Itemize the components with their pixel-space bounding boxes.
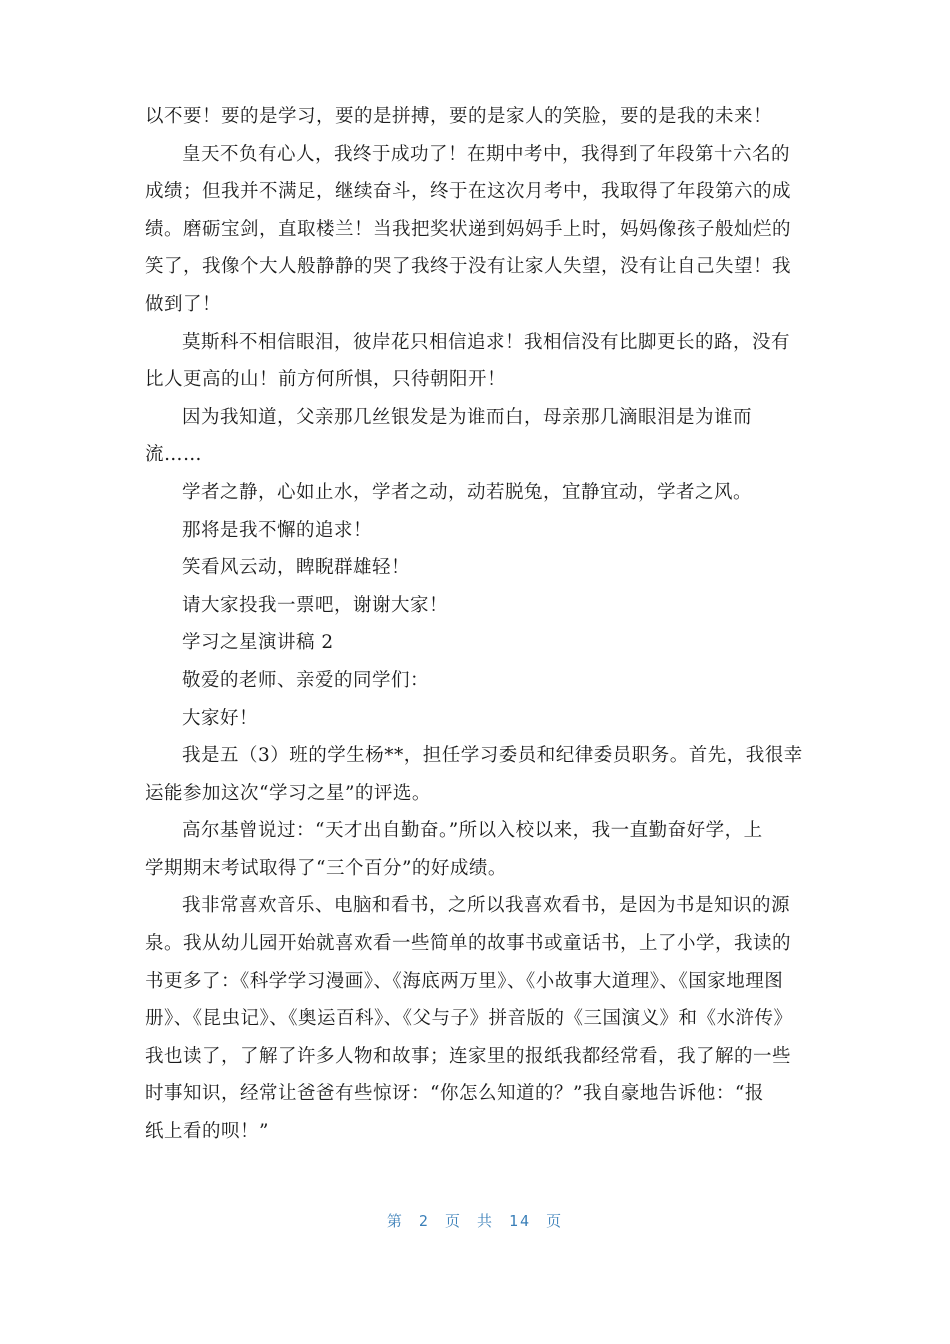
text-line: 比人更高的山！前方何所惧，只待朝阳开！ bbox=[145, 369, 507, 391]
text-line: 册》、《昆虫记》、《奥运百科》、《父与子》拼音版的《三国演义》和《水浒传》 bbox=[145, 1008, 793, 1030]
text-line: 以不要！要的是学习，要的是拼搏，要的是家人的笑脸，要的是我的未来！ bbox=[145, 106, 773, 127]
text-line: 笑了，我像个大人般静静的哭了我终于没有让家人失望，没有让自己失望！我 bbox=[145, 256, 792, 278]
text-line: 学期期末考试取得了“三个百分”的好成绩。 bbox=[145, 857, 507, 879]
text-line: 皇天不负有心人，我终于成功了！在期中考中，我得到了年段第十六名的 bbox=[182, 143, 791, 165]
document-body bbox=[145, 98, 805, 1151]
text-line: 泉。我从幼儿园开始就喜欢看一些简单的故事书或童话书，上了小学，我读的 bbox=[145, 933, 792, 955]
text-line: 那将是我不懈的追求！ bbox=[182, 519, 373, 541]
text-line: 莫斯科不相信眼泪，彼岸花只相信追求！我相信没有比脚更长的路，没有 bbox=[182, 331, 791, 353]
text-line: 书更多了：《科学学习漫画》、《海底两万里》、《小故事大道理》、《国家地理图 bbox=[145, 970, 784, 992]
text-line: 纸上看的呗！” bbox=[145, 1121, 269, 1143]
text-line: 运能参加这次“学习之星”的评选。 bbox=[145, 782, 431, 804]
text-line: 敬爱的老师、亲爱的同学们： bbox=[182, 669, 430, 691]
text-line: 学者之静，心如止水，学者之动，动若脱兔，宜静宜动，学者之风。 bbox=[182, 481, 753, 503]
text-line: 时事知识，经常让爸爸有些惊讶：“你怎么知道的？”我自豪地告诉他：“报 bbox=[145, 1083, 764, 1105]
text-line: 笑看风云动，睥睨群雄轻！ bbox=[182, 557, 411, 579]
text-line: 做到了！ bbox=[145, 293, 222, 315]
text-line: 高尔基曾说过：“天才出自勤奋。”所以入校以来，我一直勤奋好学，上 bbox=[182, 820, 763, 842]
text-line: 成绩；但我并不满足，继续奋斗，终于在这次月考中，我取得了年段第六的成 bbox=[145, 181, 792, 203]
text-line: 绩。磨砺宝剑，直取楼兰！当我把奖状递到妈妈手上时，妈妈像孩子般灿烂的 bbox=[145, 218, 792, 240]
text-line: 我是五（3）班的学生杨**，担任学习委员和纪律委员职务。首先，我很幸 bbox=[182, 745, 803, 767]
page-footer: 第 2 页 共 14 页 bbox=[386, 1212, 564, 1230]
text-line: 大家好！ bbox=[182, 707, 259, 729]
text-line: 流…… bbox=[145, 444, 203, 466]
text-line: 因为我知道，父亲那几丝银发是为谁而白，母亲那几滴眼泪是为谁而 bbox=[182, 406, 753, 428]
text-line: 我也读了，了解了许多人物和故事；连家里的报纸我都经常看，我了解的一些 bbox=[145, 1045, 792, 1067]
text-line: 请大家投我一票吧，谢谢大家！ bbox=[182, 594, 449, 616]
text-line: 我非常喜欢音乐、电脑和看书，之所以我喜欢看书，是因为书是知识的源 bbox=[182, 895, 791, 917]
section-heading: 学习之星演讲稿 2 bbox=[182, 632, 334, 654]
